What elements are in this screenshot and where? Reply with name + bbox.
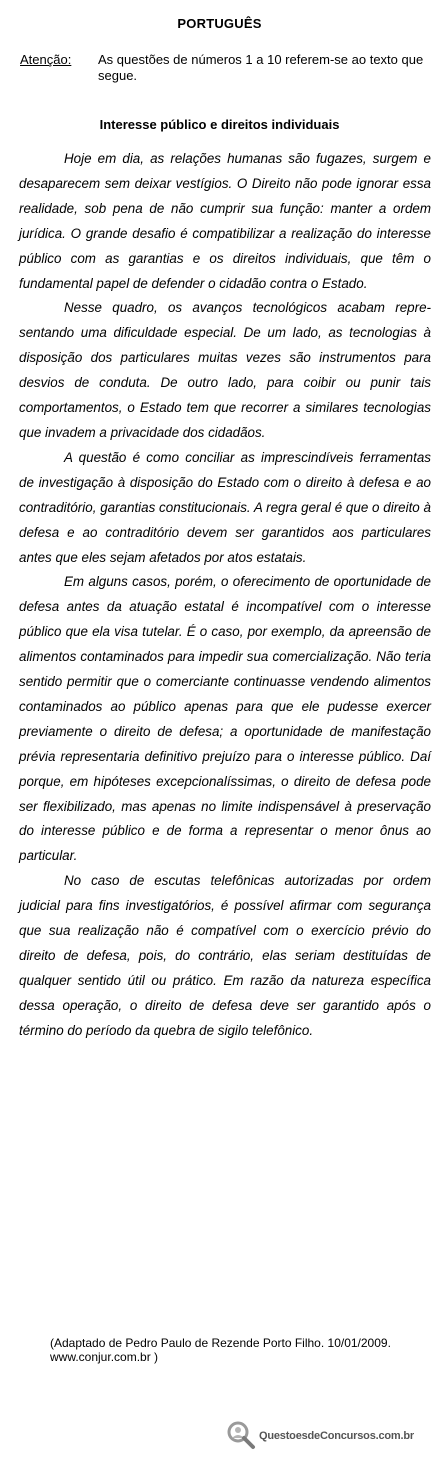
source-citation: (Adaptado de Pedro Paulo de Rezende Porto Filho. 10/01/2009. www.conjur.com.br ) [50, 1336, 391, 1364]
article-paragraph: Nesse quadro, os avanços tecnológicos acabam representando uma dificuldade especial. De um lado, as tecnologias à disposição dos particulares muitas vezes são instrumentos para desvios de conduta. De outro lado, para coibir ou punir tais comportamentos, o Estado tem que recorrer a similares tecnologias que invadem a privacidade dos cidadãos. [19, 300, 431, 440]
magnifier-person-logo-icon [226, 1420, 256, 1450]
page-title: PORTUGUÊS [177, 16, 262, 31]
notice-text: As questões de números 1 a 10 referem-se ao texto que segue. [98, 52, 424, 83]
article-paragraph: Em alguns casos, porém, o oferecimento de oportunidade de defesa antes da atuação estatal é incompatível com o interesse público que ela visa tutelar. É o caso, por exemplo, da apreensão de alimentos contaminados para impedir sua comercialização. Não teria sentido permitir que o comerciante continuasse vendendo alimentos contaminados ao público apenas para que ele pudesse exercer previamente o direito de defesa; a oportunidade de manifestação prévia representaria definitivo prejuízo para o interesse público. Daí porque, em hipóteses excepcionalíssimas, o direito de defesa pode ser flexibilizado, mas apenas no limite indispensável à preservação do interesse público e de forma a representar o menor ônus ao particular. [19, 574, 431, 864]
site-logo [226, 1420, 432, 1450]
article-body [19, 147, 431, 1044]
article-paragraph: A questão é como conciliar as imprescindíveis ferramentas de investigação à disposição do Estado com o direito à defesa e ao contraditório, garantias constitucionais. A regra geral é que o direito à defesa e ao contraditório devem ser garantidos aos particulares antes que eles sejam afetados por atos estatais. [19, 449, 431, 565]
notice-label: Atenção: [20, 52, 72, 67]
article-title: Interesse público e direitos individuais [99, 117, 340, 132]
logo-text: QuestoesdeConcursos.com.br [259, 1430, 414, 1442]
article-paragraph: No caso de escutas telefônicas autorizadas por ordem judicial para fins investigatórios, é possível afirmar com segurança que sua realização não é compatível com o exercício prévio do direito de defesa, pois, do contrário, elas seriam destituídas de qualquer sentido útil ou prático. Em razão da natureza específica dessa operação, o direito de defesa deve ser garantido após o término do período da quebra de sigilo telefônico. [19, 873, 431, 1038]
article-paragraph: Hoje em dia, as relações humanas são fugazes, surgem e desaparecem sem deixar vestígios. O Direito não pode ignorar essa realidade, sob pena de não cumprir sua função: manter a ordem jurídica. O grande desafio é compatibilizar a realização do interesse público com as garantias e os direitos individuais, que têm o fundamental papel de defender o cidadão contra o Estado. [19, 151, 431, 291]
